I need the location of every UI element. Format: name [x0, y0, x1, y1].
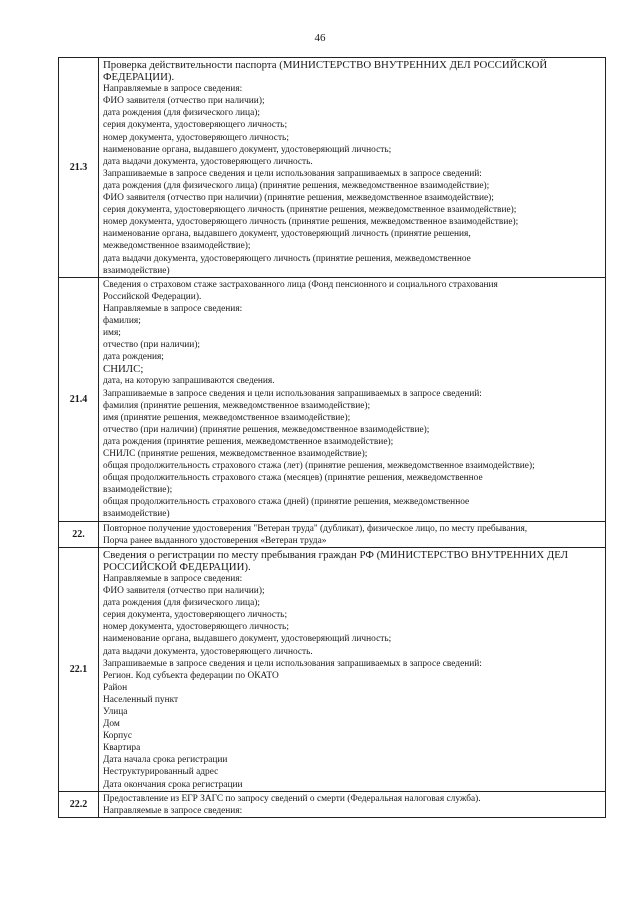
- content-line: дата рождения;: [103, 352, 164, 363]
- content-line: РОССИЙСКОЙ ФЕДЕРАЦИИ).: [103, 560, 251, 573]
- content-line: отчество (при наличии);: [103, 340, 201, 351]
- content-line: Российской Федерации).: [103, 291, 202, 302]
- content-line: Регион. Код субъекта федерации по ОКАТО: [103, 670, 279, 681]
- content-line: номер документа, удостоверяющего личность (принятие решения, межведомственное взаимодействие);: [103, 217, 519, 228]
- content-line: дата рождения (для физического лица);: [103, 598, 260, 609]
- content-line: Запрашиваемые в запросе сведения и цели использования запрашиваемых в запросе сведений:: [103, 658, 482, 669]
- content-line: Дата начала срока регистрации: [103, 755, 228, 766]
- content-line: дата рождения (принятие решения, межведомственное взаимодействие);: [103, 436, 394, 447]
- content-line: фамилия (принятие решения, межведомственное взаимодействие);: [103, 400, 371, 411]
- content-line: взаимодействие): [103, 265, 170, 276]
- row-content: [99, 791, 606, 817]
- content-line: Запрашиваемые в запросе сведения и цели использования запрашиваемых в запросе сведений:: [103, 168, 482, 179]
- content-line: Повторное получение удостоверения "Ветеран труда" (дубликат), физическое лицо, по месту пребывания,: [103, 523, 528, 534]
- content-line: СНИЛС (принятие решения, межведомственное взаимодействие);: [103, 449, 368, 459]
- content-line: Направляемые в запросе сведения:: [103, 84, 243, 95]
- content-line: дата рождения (для физического лица) (принятие решения, межведомственное взаимодействие);: [103, 180, 490, 191]
- content-line: СНИЛС;: [103, 363, 144, 376]
- content-line: имя (принятие решения, межведомственное взаимодействие);: [103, 412, 351, 423]
- content-line: Направляемые в запросе сведения:: [103, 805, 243, 816]
- content-line: номер документа, удостоверяющего личность;: [103, 132, 289, 143]
- content-line: серия документа, удостоверяющего личность (принятие решения, межведомственное взаимодействие);: [103, 205, 517, 216]
- content-line: общая продолжительность страхового стажа (месяцев) (принятие решения, межведомственное: [103, 473, 483, 484]
- content-line: Дата окончания срока регистрации: [103, 779, 243, 790]
- content-line: общая продолжительность страхового стажа (лет) (принятие решения, межведомственное взаимодействие);: [103, 461, 535, 472]
- row-content: [99, 547, 606, 791]
- page-number: 46: [314, 32, 326, 44]
- table-row: [59, 521, 606, 547]
- row-content: [99, 277, 606, 521]
- content-line: Предоставление из ЕГР ЗАГС по запросу сведений о смерти (Федеральная налоговая служба).: [103, 793, 481, 804]
- content-line: серия документа, удостоверяющего личность;: [103, 120, 288, 131]
- content-line: дата выдачи документа, удостоверяющего личность.: [103, 646, 313, 657]
- content-line: наименование органа, выдавшего документ, удостоверяющий личность (принятие решения,: [103, 229, 471, 240]
- content-line: ФИО заявителя (отчество при наличии);: [103, 586, 265, 597]
- row-number: 22.2: [59, 791, 99, 817]
- content-line: наименование органа, выдавшего документ, удостоверяющий личность;: [103, 144, 392, 155]
- row-number: 22.: [59, 521, 99, 547]
- content-line: Населенный пункт: [103, 694, 179, 705]
- content-line: взаимодействие): [103, 509, 170, 520]
- row-number: 21.4: [59, 277, 99, 521]
- table-row: [59, 791, 606, 817]
- content-line: дата выдачи документа, удостоверяющего личность.: [103, 156, 313, 167]
- content-line: Дом: [103, 719, 120, 730]
- content-line: межведомственное взаимодействие);: [103, 241, 251, 252]
- row-number: 22.1: [59, 547, 99, 791]
- content-line: Направляемые в запросе сведения:: [103, 573, 243, 584]
- services-table-body: [59, 58, 606, 818]
- content-line: Улица: [103, 706, 128, 717]
- content-line: дата выдачи документа, удостоверяющего личность (принятие решения, межведомственное: [103, 253, 471, 264]
- content-line: ФИО заявителя (отчество при наличии);: [103, 96, 265, 107]
- content-line: наименование органа, выдавшего документ, удостоверяющий личность;: [103, 634, 392, 645]
- content-line: дата рождения (для физического лица);: [103, 108, 260, 119]
- services-table: [58, 57, 606, 818]
- content-line: дата, на которую запрашиваются сведения.: [103, 376, 275, 387]
- content-line: Сведения о страховом стаже застрахованного лица (Фонд пенсионного и социального страхования: [103, 279, 498, 290]
- content-line: Запрашиваемые в запросе сведения и цели использования запрашиваемых в запросе сведений:: [103, 388, 482, 399]
- content-line: отчество (при наличии) (принятие решения, межведомственное взаимодействие);: [103, 424, 430, 435]
- content-line: Корпус: [103, 731, 133, 742]
- content-line: Район: [103, 682, 128, 693]
- row-content: [99, 58, 606, 278]
- content-line: имя;: [103, 328, 121, 339]
- content-line: ФЕДЕРАЦИИ).: [103, 71, 175, 84]
- table-row: [59, 547, 606, 791]
- content-line: Порча ранее выданного удостоверения «Ветеран труда»: [103, 535, 327, 546]
- content-line: номер документа, удостоверяющего личность;: [103, 622, 289, 633]
- content-line: ФИО заявителя (отчество при наличии) (принятие решения, межведомственное взаимодействие);: [103, 193, 494, 204]
- content-line: Квартира: [103, 743, 141, 754]
- row-number: 21.3: [59, 58, 99, 278]
- content-line: серия документа, удостоверяющего личность;: [103, 610, 288, 621]
- table-row: [59, 58, 606, 278]
- content-line: фамилия;: [103, 315, 141, 326]
- content-line: общая продолжительность страхового стажа (дней) (принятие решения, межведомственное: [103, 497, 470, 508]
- content-line: Сведения о регистрации по месту пребывания граждан РФ (МИНИСТЕРСТВО ВНУТРЕННИХ ДЕЛ: [103, 548, 569, 561]
- content-line: Неструктурированный адрес: [103, 767, 219, 778]
- row-content: [99, 521, 606, 547]
- content-line: Направляемые в запросе сведения:: [103, 303, 243, 314]
- content-line: взаимодействие);: [103, 485, 173, 496]
- table-row: [59, 277, 606, 521]
- content-line: Проверка действительности паспорта (МИНИСТЕРСТВО ВНУТРЕННИХ ДЕЛ РОССИЙСКОЙ: [103, 59, 548, 71]
